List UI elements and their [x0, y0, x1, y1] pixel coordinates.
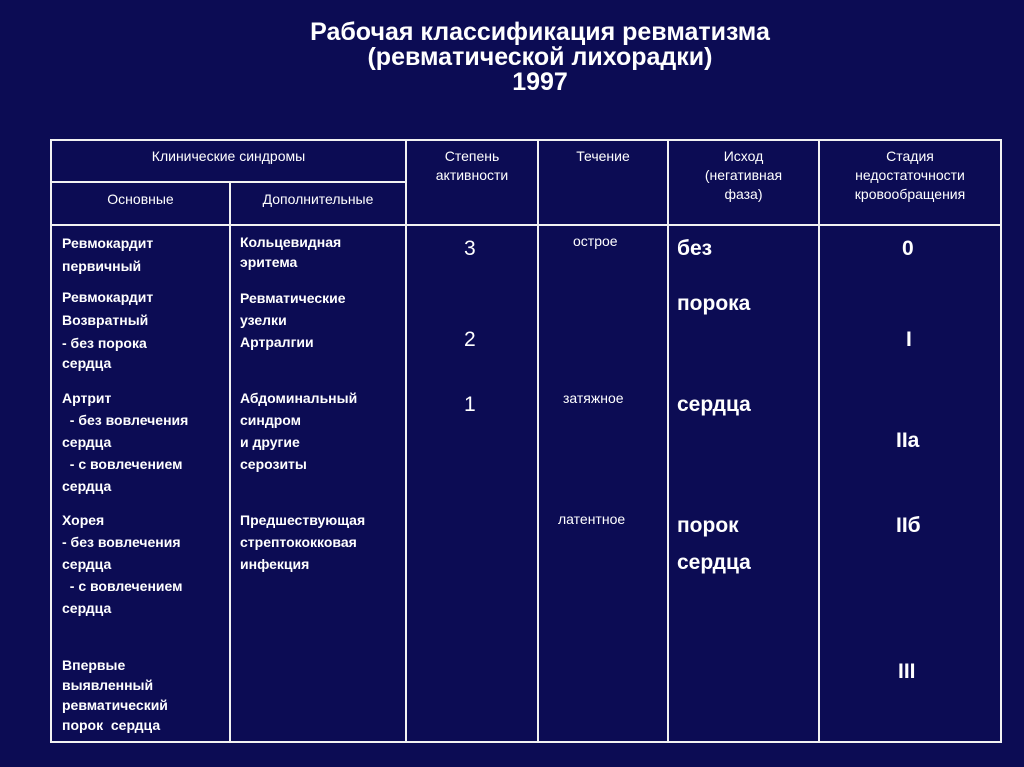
header-additional: Дополнительные	[262, 191, 374, 207]
header-main: Основные	[107, 191, 174, 207]
activity-degree-1: 1	[464, 393, 476, 416]
header-clinical-syndromes: Клинические синдромы	[151, 148, 306, 164]
stage-III: III	[898, 660, 916, 683]
additional-syndrome-streptococcal-infection: Предшествующая стрептококковая инфекция	[240, 512, 366, 572]
title-line-2: (ревматической лихорадки)	[367, 43, 713, 71]
activity-degree-3: 3	[464, 237, 476, 260]
title-line-3: 1997	[512, 68, 568, 96]
stage-0: 0	[902, 237, 914, 260]
table-border-bottom	[50, 741, 1002, 743]
header-course: Течение	[576, 148, 630, 164]
header-outcome: Исход (негативная фаза)	[704, 148, 783, 202]
table-border-right	[1000, 139, 1002, 743]
main-syndrome-first-detected-valve-disease: Впервые выявленный ревматический порок сердца	[62, 657, 168, 733]
outcome-heart-defect-line2: сердца	[677, 551, 751, 574]
activity-degree-2: 2	[464, 328, 476, 351]
table-divider-outcome	[667, 139, 669, 743]
table-border-clinical-sub	[50, 181, 406, 183]
additional-syndrome-nodules-arthralgia: Ревматические узелки Артралгии	[240, 290, 346, 350]
outcome-word-without: без	[677, 237, 713, 260]
outcome-word-defect: порока	[677, 292, 751, 315]
table-border-header-bottom	[50, 224, 1002, 226]
main-syndrome-rheumocarditis-recurrent: Ревмокардит Возвратный - без порока сердца	[62, 289, 154, 371]
table-border-left	[50, 139, 52, 743]
additional-syndrome-abdominal-serositis: Абдоминальный синдром и другие серозиты	[240, 390, 358, 472]
additional-syndrome-erythema: Кольцевидная эритема	[240, 234, 342, 270]
main-syndrome-rheumocarditis-primary: Ревмокардит первичный	[62, 235, 154, 274]
table-border-top	[50, 139, 1002, 141]
stage-IIb: IIб	[896, 514, 921, 537]
course-protracted: затяжное	[563, 390, 624, 406]
outcome-word-heart: сердца	[677, 393, 751, 416]
header-activity: Степень активности	[435, 148, 509, 183]
table-divider-activity	[405, 139, 407, 743]
course-latent: латентное	[558, 511, 626, 527]
header-stage: Стадия недостаточности кровообращения	[854, 148, 966, 202]
title-line-1: Рабочая классификация ревматизма	[310, 18, 770, 46]
stage-I: I	[906, 328, 912, 351]
slide-title	[190, 20, 890, 95]
course-acute: острое	[573, 233, 618, 249]
table-divider-stage	[818, 139, 820, 743]
outcome-heart-defect-line1: порок	[677, 514, 739, 537]
table-divider-main-additional	[229, 181, 231, 743]
table-divider-course	[537, 139, 539, 743]
main-syndrome-chorea: Хорея - без вовлечения сердца - с вовлечением сердца	[62, 512, 183, 616]
stage-IIa: IIa	[896, 429, 920, 452]
main-syndrome-arthritis: Артрит - без вовлечения сердца - с вовлечением сердца	[62, 390, 189, 494]
